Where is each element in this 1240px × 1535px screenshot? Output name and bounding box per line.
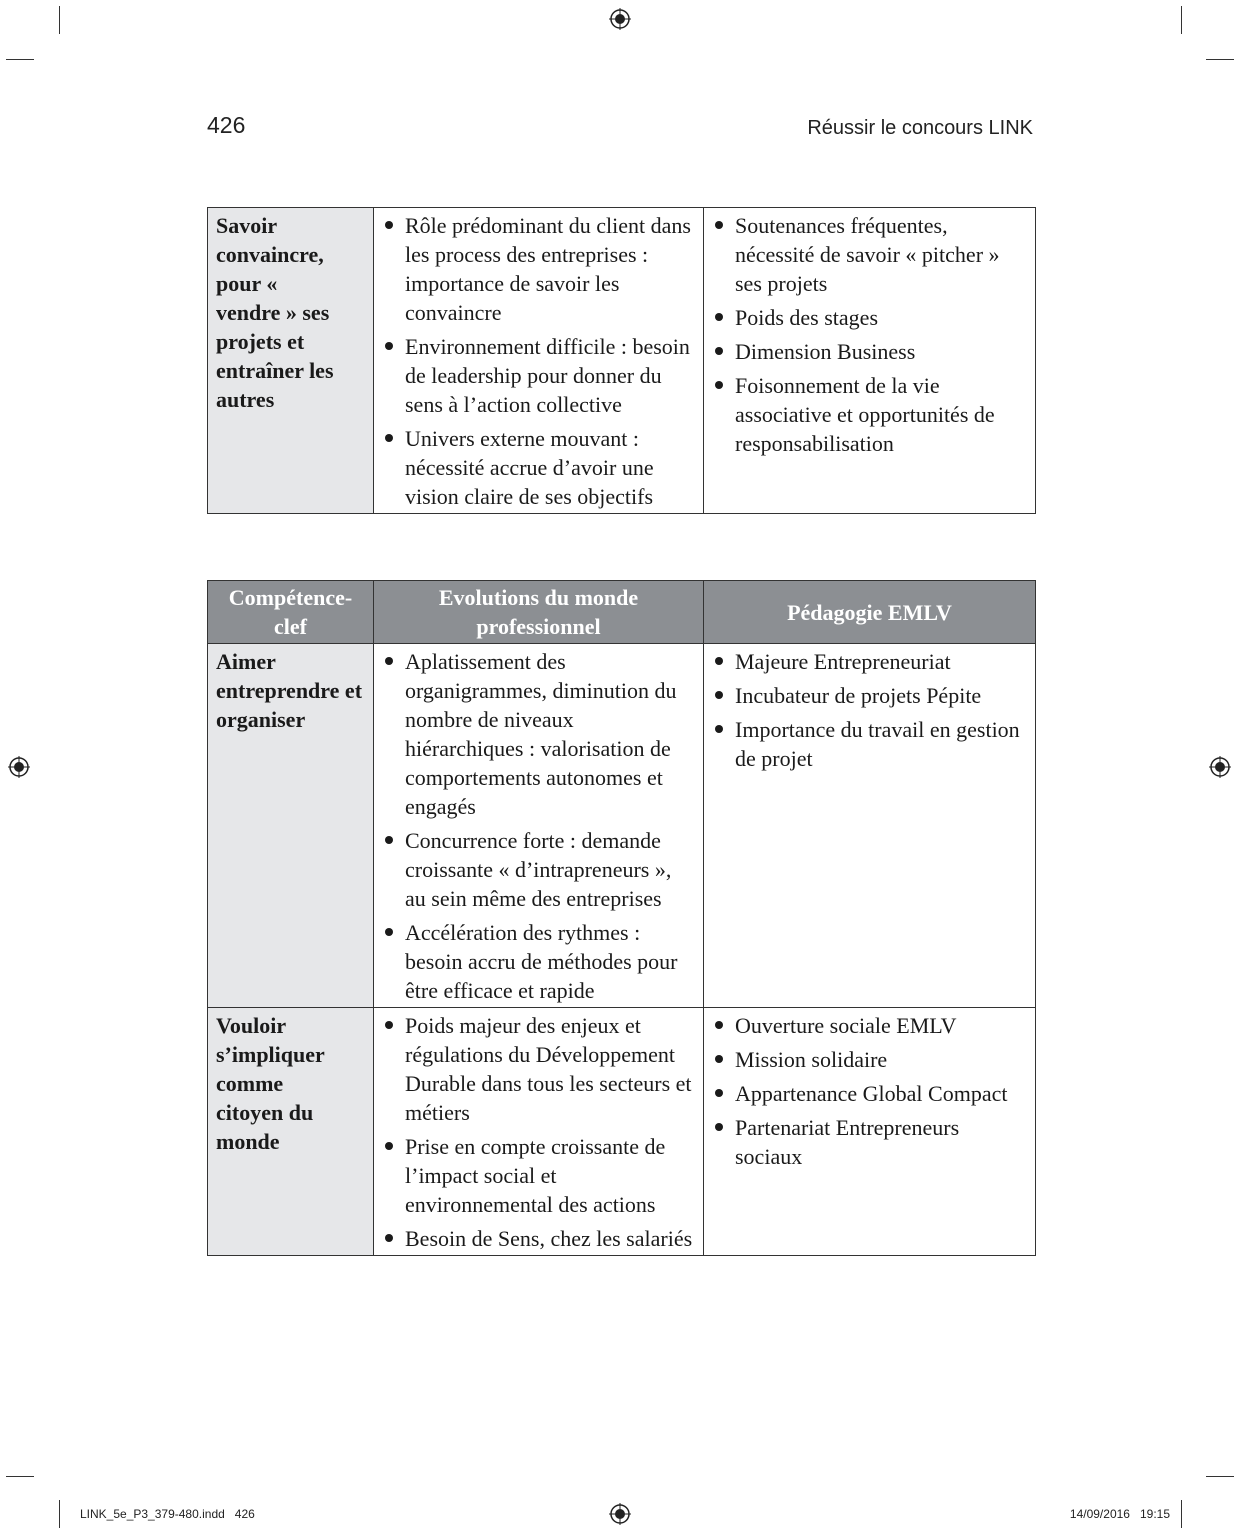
list-item: Poids des stages [712, 303, 1027, 332]
file-info: LINK_5e_P3_379-480.indd 426 [80, 1507, 255, 1521]
column-header-pedagogie: Pédagogie EMLV [704, 581, 1036, 644]
competence-cell: Vouloir s’impliquer comme citoyen du monde [208, 1008, 374, 1256]
crop-mark [1206, 59, 1234, 60]
list-item: Mission solidaire [712, 1045, 1027, 1074]
crop-mark [1206, 1476, 1234, 1477]
competence-table-continued [207, 207, 1036, 514]
list-item: Importance du travail en gestion de projet [712, 715, 1027, 773]
registration-mark-icon [609, 8, 631, 30]
list-item: Rôle prédominant du client dans les process des entreprises : importance de savoir les convaincre [382, 211, 695, 327]
pedagogie-cell [704, 208, 1036, 514]
crop-mark [1181, 6, 1182, 34]
pedagogie-cell [704, 1008, 1036, 1256]
column-header-competence: Compétence-clef [208, 581, 374, 644]
table-row [208, 208, 1036, 514]
list-item: Dimension Business [712, 337, 1027, 366]
list-item: Soutenances fréquentes, nécessité de savoir « pitcher » ses projets [712, 211, 1027, 298]
competence-cell: Savoir convaincre, pour « vendre » ses projets et entraîner les autres [208, 208, 374, 514]
list-item: Foisonnement de la vie associative et opportunités de responsabilisation [712, 371, 1027, 458]
list-item: Accélération des rythmes : besoin accru de méthodes pour être efficace et rapide [382, 918, 695, 1005]
running-title: Réussir le concours LINK [807, 117, 1033, 139]
crop-mark [6, 1476, 34, 1477]
registration-mark-icon [8, 756, 30, 778]
crop-mark [1181, 1500, 1182, 1528]
list-item: Majeure Entrepreneuriat [712, 647, 1027, 676]
table-row [208, 644, 1036, 1008]
list-item: Aplatissement des organigrammes, diminution du nombre de niveaux hiérarchiques : valorisation de comportements autonomes et engagés [382, 647, 695, 821]
list-item: Appartenance Global Compact [712, 1079, 1027, 1108]
print-timestamp: 14/09/2016 19:15 [1069, 1507, 1170, 1521]
column-header-evolutions: Evolutions du monde professionnel [374, 581, 704, 644]
crop-mark [59, 6, 60, 34]
list-item: Partenariat Entrepreneurs sociaux [712, 1113, 1027, 1171]
list-item: Univers externe mouvant : nécessité accrue d’avoir une vision claire de ses objectifs [382, 424, 695, 511]
list-item: Poids majeur des enjeux et régulations du Développement Durable dans tous les secteurs et métiers [382, 1011, 695, 1127]
list-item: Incubateur de projets Pépite [712, 681, 1027, 710]
competence-table [207, 580, 1036, 1256]
table-header-row [208, 581, 1036, 644]
page-number: 426 [207, 112, 246, 138]
registration-mark-icon [609, 1503, 631, 1525]
evolutions-cell [374, 208, 704, 514]
pedagogie-cell [704, 644, 1036, 1008]
table-row [208, 1008, 1036, 1256]
list-item: Concurrence forte : demande croissante « d’intrapreneurs », au sein même des entreprises [382, 826, 695, 913]
competence-cell: Aimer entreprendre et organiser [208, 644, 374, 1008]
list-item: Ouverture sociale EMLV [712, 1011, 1027, 1040]
crop-mark [6, 59, 34, 60]
list-item: Environnement difficile : besoin de leadership pour donner du sens à l’action collective [382, 332, 695, 419]
registration-mark-icon [1209, 756, 1231, 778]
list-item: Besoin de Sens, chez les salariés [382, 1224, 695, 1253]
evolutions-cell [374, 644, 704, 1008]
list-item: Prise en compte croissante de l’impact social et environnemental des actions [382, 1132, 695, 1219]
crop-mark [59, 1500, 60, 1528]
evolutions-cell [374, 1008, 704, 1256]
